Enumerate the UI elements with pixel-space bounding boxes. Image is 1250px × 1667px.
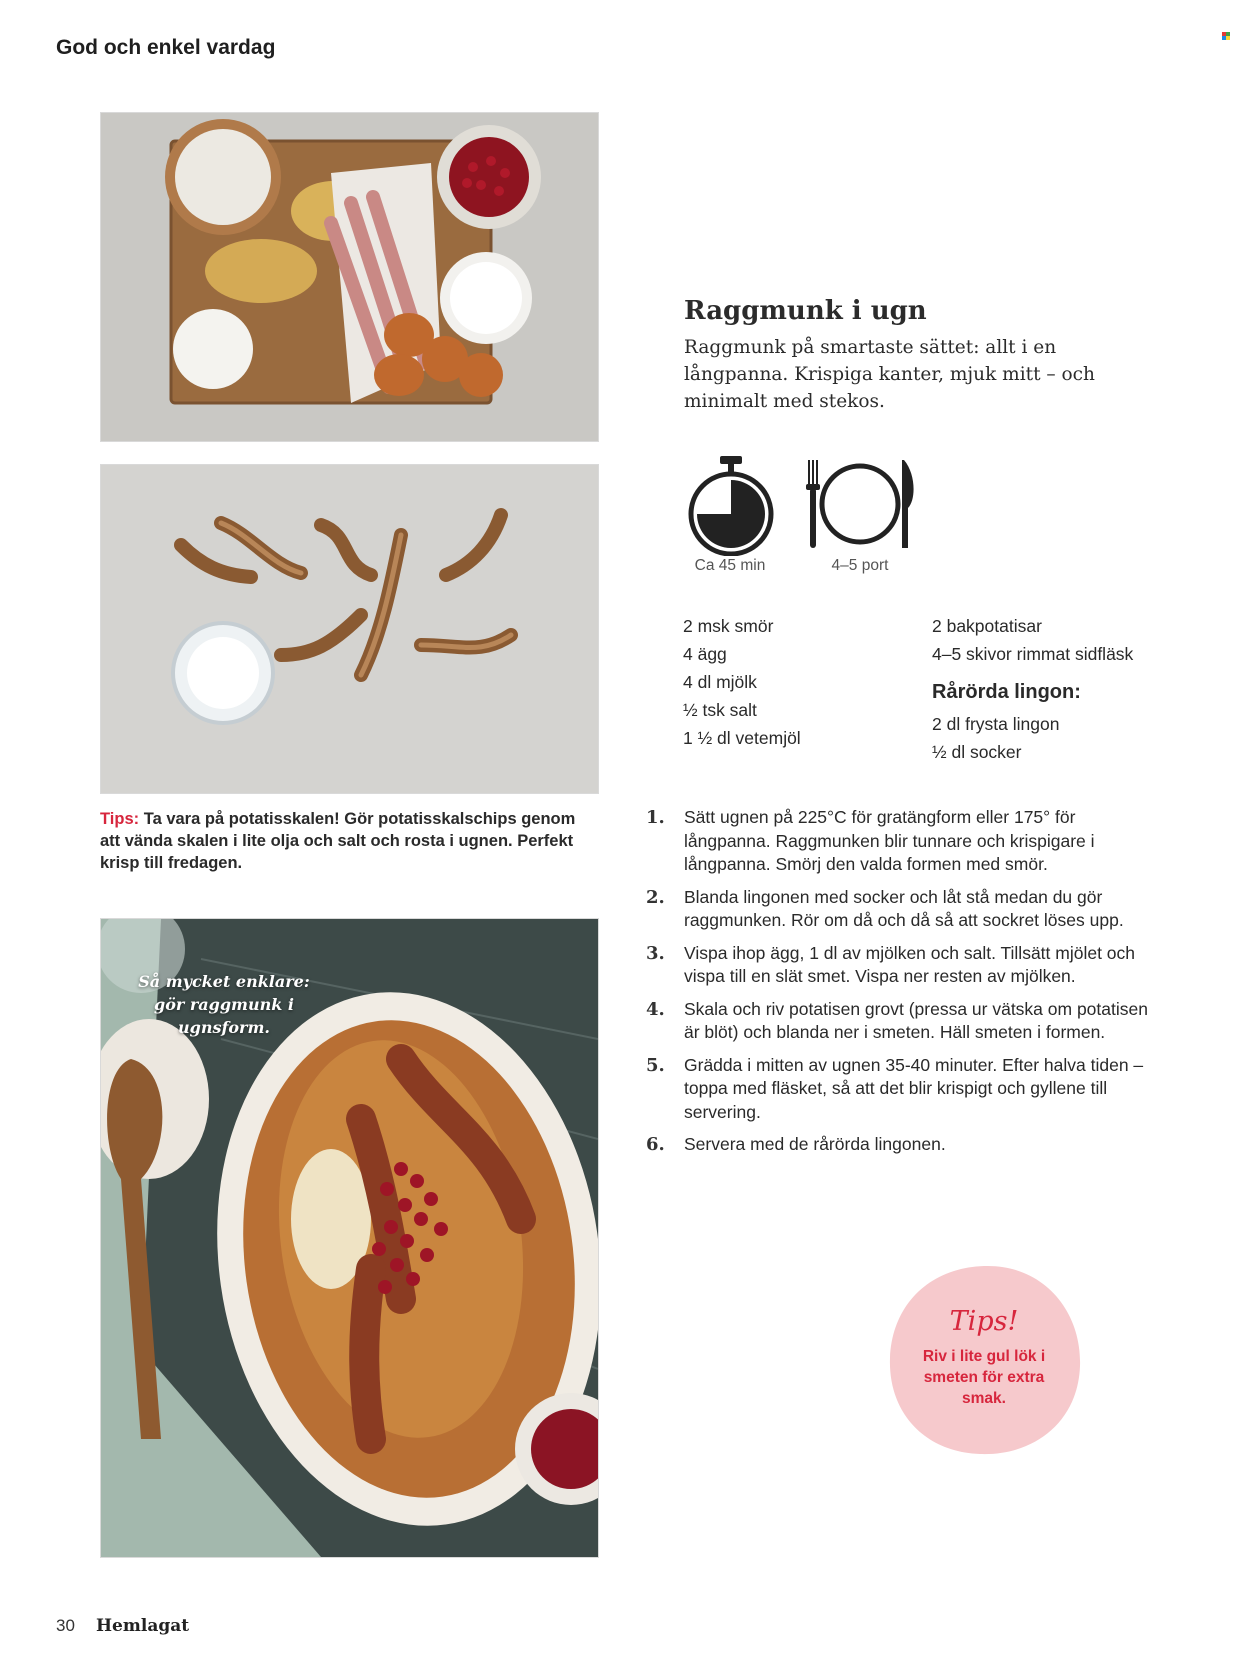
plate-cutlery-icon: [804, 460, 916, 550]
step-number: 3.: [646, 942, 665, 964]
ingredient-item: ½ tsk salt: [683, 700, 757, 720]
step-number: 5.: [646, 1054, 665, 1076]
step-text: Blanda lingonen med socker och låt stå medan du gör raggmunken. Rör om då och då så att sockret löses upp.: [684, 886, 1124, 930]
step-item: [646, 1133, 1156, 1157]
step-item: [646, 806, 1156, 877]
step-text: Vispa ihop ägg, 1 dl av mjölken och salt. Tillsätt mjölet och vispa till en slät smet. Vispa ner resten av mjölken.: [684, 942, 1136, 986]
color-mark: [1222, 32, 1230, 40]
overlay-line: gör raggmunk i: [154, 995, 294, 1014]
ingredient-item: 2 dl frysta lingon: [932, 714, 1060, 734]
ingredient-item: 2 bakpotatisar: [932, 616, 1042, 636]
section-header: God och enkel vardag: [56, 36, 276, 59]
cook-time: Ca 45 min: [694, 557, 766, 574]
ingredients-left: [683, 612, 801, 752]
dish-photo-overlay: [124, 970, 324, 1039]
ingredients-photo: [100, 112, 599, 442]
method-steps: [646, 806, 1156, 1166]
step-number: 1.: [646, 807, 665, 828]
step-item: [646, 886, 1156, 933]
step-text: Sätt ugnen på 225°C för gratängform eller 175° för långpanna. Raggmunken blir tunnare och krispigare i långpanna. Smörj den valda formen med smör.: [684, 807, 1095, 874]
lingon-subheading: Rårörda lingon:: [932, 681, 1081, 703]
tip-caption: [100, 808, 580, 874]
tip-bubble-title: Tips!: [949, 1306, 1019, 1337]
page-number: 30: [56, 1616, 75, 1635]
step-item: [646, 942, 1156, 989]
tip-caption-text: Ta vara på potatisskalen! Gör potatisskalschips genom att vända skalen i lite olja och salt och rosta i ugnen. Perfekt krisp till fredagen.: [100, 810, 576, 872]
ingredient-item: ½ dl socker: [932, 742, 1022, 762]
recipe-intro: Raggmunk på smartaste sättet: allt i en långpanna. Krispiga kanter, mjuk mitt – och minimalt med stekos.: [684, 337, 1095, 412]
ingredient-item: 1 ½ dl vetemjöl: [683, 728, 801, 748]
stopwatch-icon: [686, 456, 776, 556]
step-item: [646, 998, 1156, 1045]
step-text: Servera med de rårörda lingonen.: [684, 1134, 946, 1154]
tip-bubble-text: Riv i lite gul lök i smeten för extra smak.: [922, 1348, 1046, 1407]
recipe-title: Raggmunk i ugn: [684, 296, 927, 326]
tip-label: Tips:: [100, 810, 140, 828]
ingredient-item: 4 dl mjölk: [683, 672, 757, 692]
step-text: Grädda i mitten av ugnen 35-40 minuter. Efter halva tiden – toppa med fläsket, så att det blir krispigt och gyllene till servering.: [684, 1054, 1144, 1122]
step-text: Skala och riv potatisen grovt (pressa ur vätska om potatisen är blöt) och blanda ner i smeten. Häll smeten i formen.: [684, 998, 1148, 1042]
step-item: [646, 1054, 1156, 1125]
ingredient-item: 2 msk smör: [683, 616, 774, 636]
step-number: 4.: [646, 998, 665, 1020]
overlay-line: Så mycket enklare:: [138, 972, 310, 991]
overlay-line: ugnsform.: [178, 1018, 270, 1037]
ingredient-item: 4–5 skivor rimmat sidfläsk: [932, 644, 1134, 664]
magazine-brand: Hemlagat: [96, 1616, 190, 1636]
ingredients-right: [932, 612, 1133, 766]
portions: 4–5 port: [831, 557, 889, 574]
step-number: 6.: [646, 1134, 665, 1155]
ingredient-item: 4 ägg: [683, 644, 727, 664]
step-number: 2.: [646, 886, 665, 908]
potato-chips-photo: [100, 464, 599, 794]
